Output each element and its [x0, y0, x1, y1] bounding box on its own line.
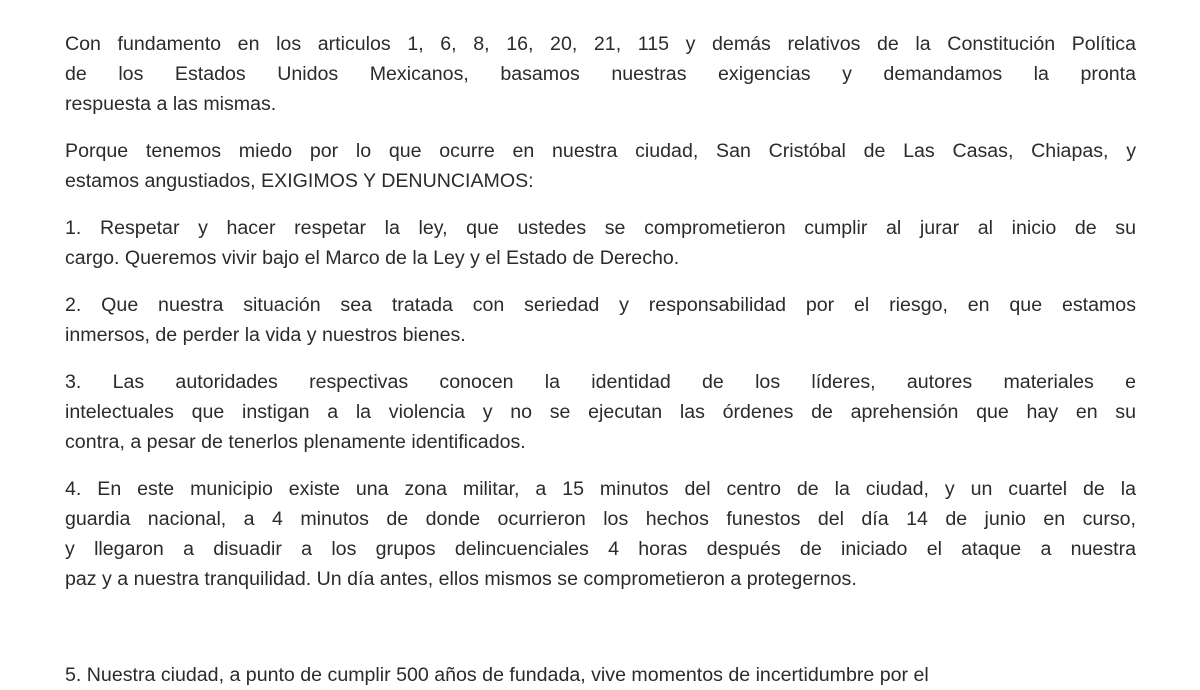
demand-item-1	[65, 213, 1136, 273]
text-line: cargo. Queremos vivir bajo el Marco de la Ley y el Estado de Derecho.	[65, 247, 680, 269]
text-line: de los Estados Unidos Mexicanos, basamos nuestras exigencias y demandamos la pronta	[65, 63, 1136, 85]
demand-item-5-cutoff: 5. Nuestra ciudad, a punto de cumplir 500 años de fundada, vive momentos de incertidumbre por el	[65, 664, 929, 686]
text-line: contra, a pesar de tenerlos plenamente identificados.	[65, 431, 526, 453]
paragraph-fundamento	[65, 29, 1136, 119]
text-line: 2. Que nuestra situación sea tratada con seriedad y responsabilidad por el riesgo, en que estamos	[65, 294, 1136, 316]
text-line: inmersos, de perder la vida y nuestros bienes.	[65, 324, 466, 346]
text-line: 3. Las autoridades respectivas conocen la identidad de los líderes, autores materiales e	[65, 371, 1136, 393]
document-body	[65, 29, 1136, 611]
text-line: respuesta a las mismas.	[65, 93, 277, 115]
text-line: Con fundamento en los articulos 1, 6, 8, 16, 20, 21, 115 y demás relativos de la Constitución Política	[65, 33, 1136, 55]
text-line: estamos angustiados, EXIGIMOS Y DENUNCIAMOS:	[65, 170, 534, 192]
text-line: paz y a nuestra tranquilidad. Un día antes, ellos mismos se comprometieron a protegernos.	[65, 568, 857, 590]
demand-item-4	[65, 474, 1136, 594]
demand-item-2	[65, 290, 1136, 350]
demand-item-3	[65, 367, 1136, 457]
text-line: 1. Respetar y hacer respetar la ley, que ustedes se comprometieron cumplir al jurar al inicio de su	[65, 217, 1136, 239]
text-line: guardia nacional, a 4 minutos de donde ocurrieron los hechos funestos del día 14 de junio en curso,	[65, 508, 1136, 530]
text-line: y llegaron a disuadir a los grupos delincuenciales 4 horas después de iniciado el ataque a nuestra	[65, 538, 1136, 560]
paragraph-exigimos	[65, 136, 1136, 196]
text-line: Porque tenemos miedo por lo que ocurre en nuestra ciudad, San Cristóbal de Las Casas, Chiapas, y	[65, 140, 1136, 162]
text-line: intelectuales que instigan a la violencia y no se ejecutan las órdenes de aprehensión que hay en su	[65, 401, 1136, 423]
text-line: 4. En este municipio existe una zona militar, a 15 minutos del centro de la ciudad, y un cuartel de la	[65, 478, 1136, 500]
